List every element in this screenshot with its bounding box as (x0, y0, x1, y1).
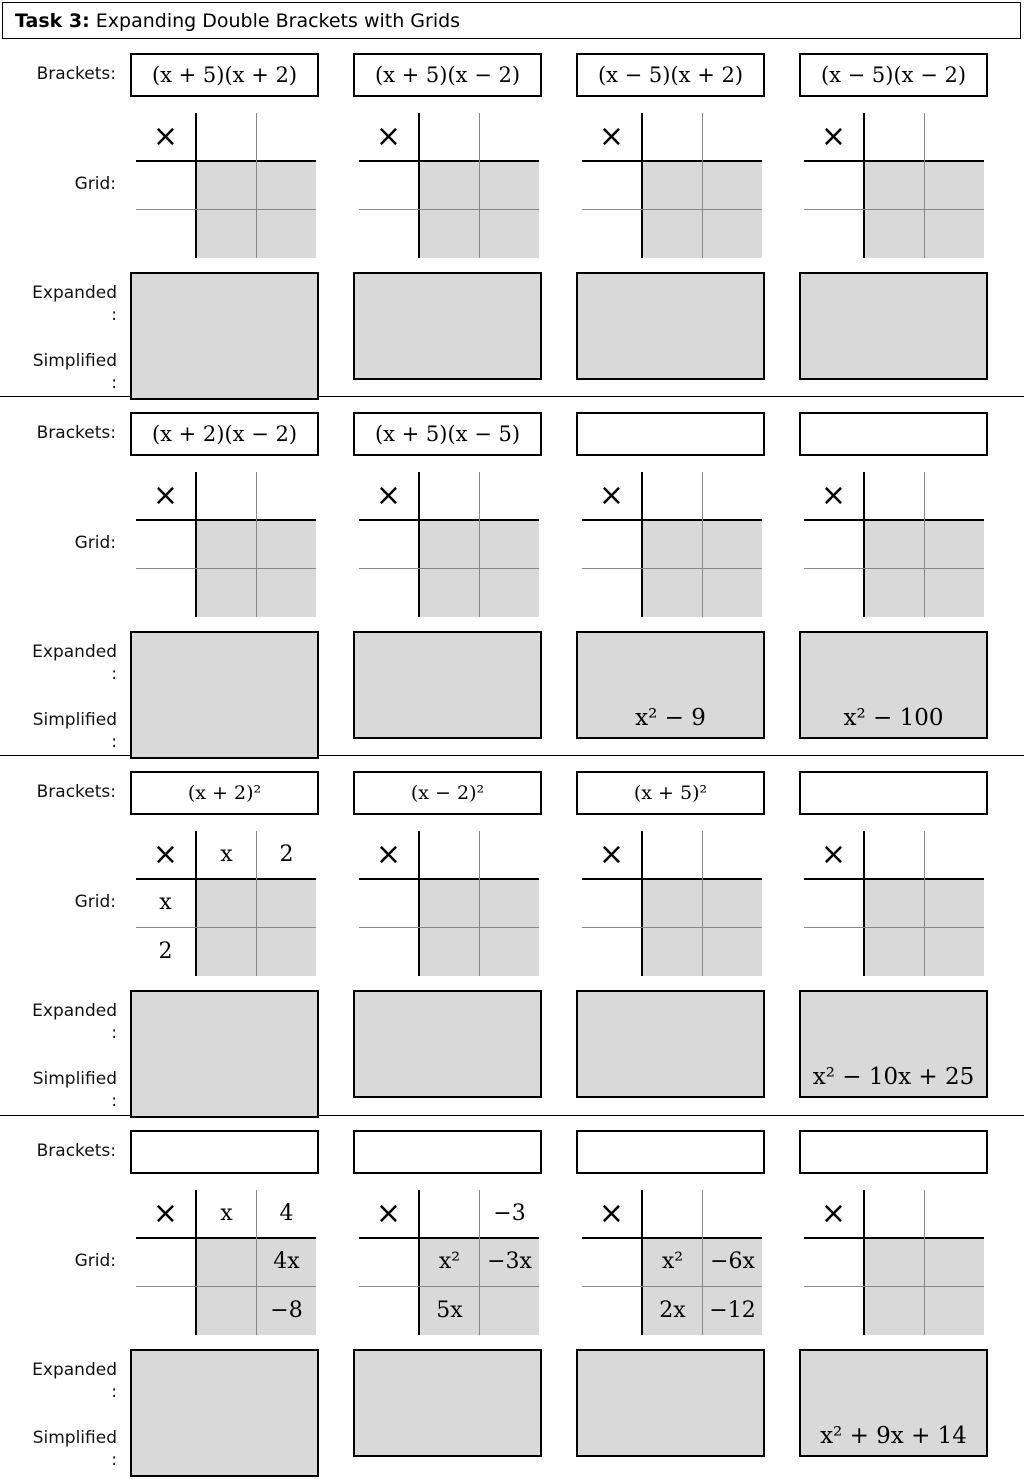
grid-line (863, 472, 865, 617)
simplified-colon: : (111, 1450, 117, 1470)
bracket-box[interactable] (799, 771, 988, 815)
bracket-box[interactable]: (x + 2)² (130, 771, 319, 815)
grid-product-cell[interactable]: −6x (710, 1249, 755, 1274)
grid-header-cell[interactable]: −3 (493, 1201, 526, 1226)
task-title (2, 2, 1021, 39)
expanded-answer-box[interactable] (799, 272, 988, 380)
grid-product-cell[interactable]: −12 (709, 1298, 756, 1323)
times-symbol: × (820, 478, 847, 513)
multiplication-grid (359, 1190, 539, 1335)
brackets-label: Brackets: (36, 782, 116, 802)
expanded-colon: : (111, 664, 117, 684)
brackets-label: Brackets: (36, 423, 116, 443)
multiplication-grid (804, 831, 984, 976)
multiplication-grid (136, 472, 316, 617)
expanded-colon: : (111, 1382, 117, 1402)
task-heading: Expanding Double Brackets with Grids (95, 10, 461, 32)
section-3 (0, 758, 1024, 1117)
times-symbol: × (375, 478, 402, 513)
grid-line (804, 568, 984, 569)
grid-line (804, 1237, 984, 1239)
brackets-label: Brackets: (36, 1141, 116, 1161)
grid-line (359, 927, 539, 928)
bracket-box[interactable]: (x − 2)² (353, 771, 542, 815)
simplified-answer: x² − 9 (635, 705, 706, 731)
grid-line (418, 831, 420, 976)
grid-line (479, 831, 480, 976)
grid-line (359, 1286, 539, 1287)
expanded-answer-box[interactable] (353, 1349, 542, 1457)
expanded-answer-box[interactable] (799, 631, 988, 739)
grid-line (195, 113, 197, 258)
grid-line (359, 209, 539, 210)
section-1 (0, 40, 1024, 399)
multiplication-grid (804, 472, 984, 617)
expanded-label (0, 1359, 117, 1403)
grid-line (804, 927, 984, 928)
expanded-answer-box[interactable] (576, 631, 765, 739)
expanded-answer-box[interactable] (130, 631, 319, 759)
grid-line (136, 1286, 316, 1287)
simplified-colon: : (111, 373, 117, 393)
bracket-box[interactable] (799, 1130, 988, 1174)
expanded-text: Expanded (32, 642, 117, 662)
bracket-box[interactable]: (x + 5)(x − 2) (353, 53, 542, 97)
grid-line (582, 1237, 762, 1239)
grid-line (359, 1237, 539, 1239)
grid-line (479, 113, 480, 258)
expanded-label (0, 1000, 117, 1044)
grid-line (804, 1286, 984, 1287)
expanded-text: Expanded (32, 283, 117, 303)
grid-line (582, 160, 762, 162)
grid-line (702, 831, 703, 976)
grid-label: Grid: (74, 1251, 116, 1271)
grid-label: Grid: (74, 174, 116, 194)
multiplication-grid (359, 831, 539, 976)
grid-line (136, 1237, 316, 1239)
expanded-colon: : (111, 305, 117, 325)
simplified-colon: : (111, 1091, 117, 1111)
grid-line (359, 568, 539, 569)
grid-header-cell[interactable]: 2 (279, 842, 294, 867)
grid-header-cell[interactable]: x (220, 1201, 233, 1226)
grid-line (136, 519, 316, 521)
grid-line (136, 927, 316, 928)
times-symbol: × (820, 1196, 847, 1231)
section-2 (0, 399, 1024, 758)
multiplication-grid (582, 472, 762, 617)
grid-label: Grid: (74, 533, 116, 553)
expanded-answer-box[interactable] (353, 631, 542, 739)
simplified-label (0, 709, 117, 753)
grid-line (136, 209, 316, 210)
times-symbol: × (375, 1196, 402, 1231)
grid-line (641, 472, 643, 617)
expanded-answer-box[interactable] (130, 990, 319, 1118)
bracket-box[interactable] (576, 1130, 765, 1174)
expanded-colon: : (111, 1023, 117, 1043)
grid-line (418, 113, 420, 258)
expanded-answer-box[interactable] (576, 990, 765, 1098)
grid-product-cell[interactable]: x² (661, 1249, 684, 1274)
expanded-answer-box[interactable] (353, 272, 542, 380)
times-symbol: × (820, 837, 847, 872)
grid-line (702, 472, 703, 617)
grid-line (804, 160, 984, 162)
grid-line (702, 113, 703, 258)
grid-line (863, 1190, 865, 1335)
brackets-label: Brackets: (36, 64, 116, 84)
grid-line (359, 519, 539, 521)
multiplication-grid (136, 1190, 316, 1335)
multiplication-grid (582, 113, 762, 258)
multiplication-grid (136, 113, 316, 258)
simplified-answer: x² − 100 (843, 705, 944, 731)
grid-line (256, 472, 257, 617)
grid-product-cell[interactable]: −8 (270, 1298, 303, 1323)
grid-line (195, 472, 197, 617)
expanded-answer-box[interactable] (799, 1349, 988, 1457)
bracket-box[interactable] (799, 412, 988, 456)
grid-line (136, 568, 316, 569)
grid-header-cell[interactable]: x (220, 842, 233, 867)
simplified-text: Simplified (32, 1069, 117, 1089)
grid-product-cell[interactable]: 5x (436, 1298, 463, 1323)
times-symbol: × (598, 837, 625, 872)
expanded-label (0, 282, 117, 326)
bracket-box[interactable]: (x + 5)(x − 5) (353, 412, 542, 456)
times-symbol: × (152, 478, 179, 513)
grid-row-header-cell[interactable]: x (159, 890, 172, 915)
multiplication-grid (582, 1190, 762, 1335)
grid-line (804, 209, 984, 210)
grid-row-header-cell[interactable]: 2 (158, 939, 173, 964)
grid-line (924, 472, 925, 617)
times-symbol: × (375, 837, 402, 872)
expanded-text: Expanded (32, 1001, 117, 1021)
simplified-text: Simplified (32, 710, 117, 730)
grid-line (418, 472, 420, 617)
grid-line (136, 878, 316, 880)
grid-line (479, 472, 480, 617)
grid-label: Grid: (74, 892, 116, 912)
grid-header-cell[interactable]: 4 (279, 1201, 294, 1226)
multiplication-grid (359, 113, 539, 258)
times-symbol: × (152, 837, 179, 872)
grid-line (804, 519, 984, 521)
bracket-box[interactable]: (x + 5)² (576, 771, 765, 815)
bracket-box[interactable] (130, 1130, 319, 1174)
times-symbol: × (598, 478, 625, 513)
simplified-label (0, 1427, 117, 1471)
multiplication-grid (582, 831, 762, 976)
expanded-text: Expanded (32, 1360, 117, 1380)
grid-line (582, 519, 762, 521)
grid-line (924, 113, 925, 258)
bracket-box[interactable] (576, 412, 765, 456)
simplified-answer: x² + 9x + 14 (820, 1423, 967, 1449)
multiplication-grid (804, 113, 984, 258)
task-number: Task 3: (15, 10, 90, 32)
grid-line (582, 209, 762, 210)
grid-line (863, 113, 865, 258)
bracket-box[interactable]: (x − 5)(x + 2) (576, 53, 765, 97)
grid-line (863, 831, 865, 976)
grid-line (256, 113, 257, 258)
grid-line (804, 878, 984, 880)
times-symbol: × (152, 1196, 179, 1231)
expanded-answer-box[interactable] (353, 990, 542, 1098)
bracket-box[interactable]: (x + 5)(x + 2) (130, 53, 319, 97)
grid-line (359, 878, 539, 880)
expanded-answer-box[interactable] (130, 272, 319, 400)
grid-line (359, 160, 539, 162)
times-symbol: × (152, 119, 179, 154)
section-4 (0, 1117, 1024, 1476)
times-symbol: × (598, 1196, 625, 1231)
grid-line (582, 568, 762, 569)
times-symbol: × (820, 119, 847, 154)
grid-product-cell[interactable]: 4x (273, 1249, 300, 1274)
simplified-answer: x² − 10x + 25 (812, 1064, 975, 1090)
grid-product-cell[interactable]: −3x (487, 1249, 532, 1274)
times-symbol: × (598, 119, 625, 154)
bracket-box[interactable]: (x − 5)(x − 2) (799, 53, 988, 97)
expanded-answer-box[interactable] (130, 1349, 319, 1477)
expanded-label (0, 641, 117, 685)
expanded-answer-box[interactable] (576, 1349, 765, 1457)
grid-line (582, 1286, 762, 1287)
grid-line (136, 160, 316, 162)
times-symbol: × (375, 119, 402, 154)
grid-line (582, 927, 762, 928)
multiplication-grid (359, 472, 539, 617)
grid-line (641, 831, 643, 976)
simplified-label (0, 350, 117, 394)
simplified-text: Simplified (32, 351, 117, 371)
grid-line (641, 113, 643, 258)
simplified-colon: : (111, 732, 117, 752)
grid-line (924, 1190, 925, 1335)
simplified-label (0, 1068, 117, 1112)
expanded-answer-box[interactable] (799, 990, 988, 1098)
bracket-box[interactable] (353, 1130, 542, 1174)
simplified-text: Simplified (32, 1428, 117, 1448)
grid-product-cell[interactable]: x² (438, 1249, 461, 1274)
multiplication-grid (136, 831, 316, 976)
bracket-box[interactable]: (x + 2)(x − 2) (130, 412, 319, 456)
grid-line (924, 831, 925, 976)
expanded-answer-box[interactable] (576, 272, 765, 380)
grid-line (582, 878, 762, 880)
grid-product-cell[interactable]: 2x (659, 1298, 686, 1323)
multiplication-grid (804, 1190, 984, 1335)
